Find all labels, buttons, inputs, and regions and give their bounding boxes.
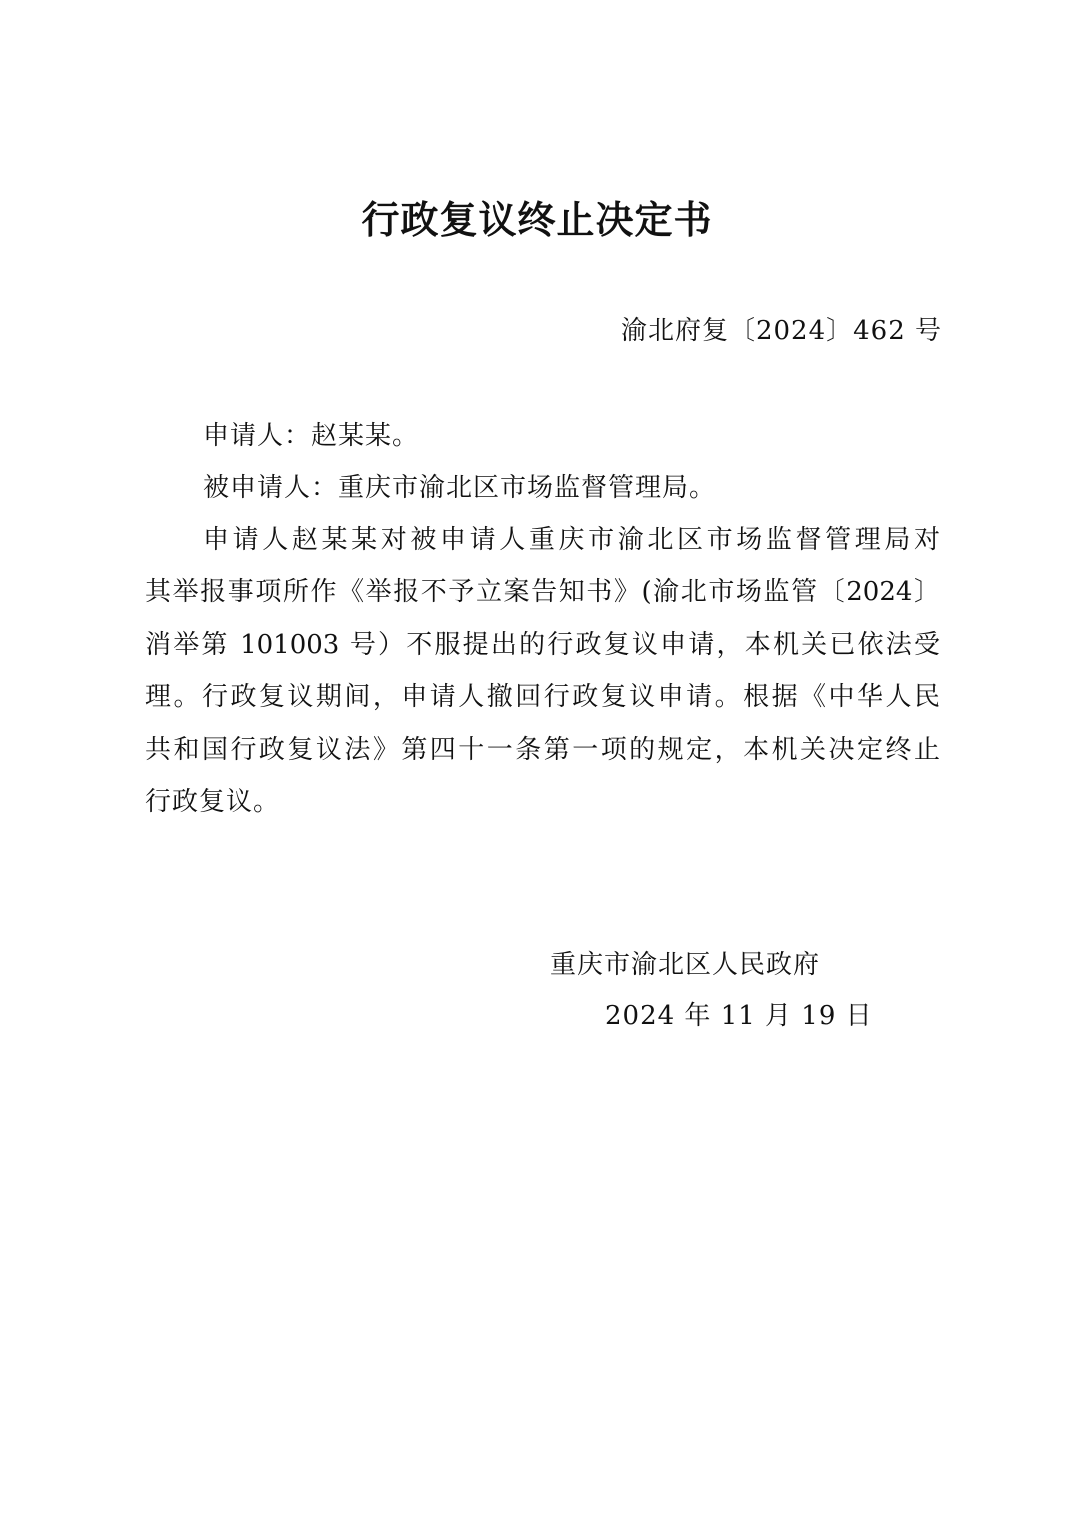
applicant-line: 申请人：赵某某。 xyxy=(203,421,420,451)
body-paragraph-line: 消举第 101003 号）不服提出的行政复议申请，本机关已依法受 xyxy=(145,630,940,660)
body-paragraph-line: 共和国行政复议法》第四十一条第一项的规定，本机关决定终止 xyxy=(145,735,940,765)
document-number: 渝北府复〔2024〕462 号 xyxy=(620,316,942,346)
body-paragraph-line: 行政复议。 xyxy=(145,787,281,817)
signature-date: 2024 年 11 月 19 日 xyxy=(605,1001,873,1031)
document-title: 行政复议终止决定书 xyxy=(361,197,713,242)
body-paragraph-line: 其举报事项所作《举报不予立案告知书》(渝北市场监管〔2024〕 xyxy=(145,577,940,607)
body-paragraph-line: 申请人赵某某对被申请人重庆市渝北区市场监督管理局对 xyxy=(203,525,940,555)
body-paragraph-line: 理。行政复议期间，申请人撤回行政复议申请。根据《中华人民 xyxy=(145,682,940,712)
signature-organization: 重庆市渝北区人民政府 xyxy=(550,950,821,980)
respondent-line: 被申请人：重庆市渝北区市场监督管理局。 xyxy=(203,473,717,503)
